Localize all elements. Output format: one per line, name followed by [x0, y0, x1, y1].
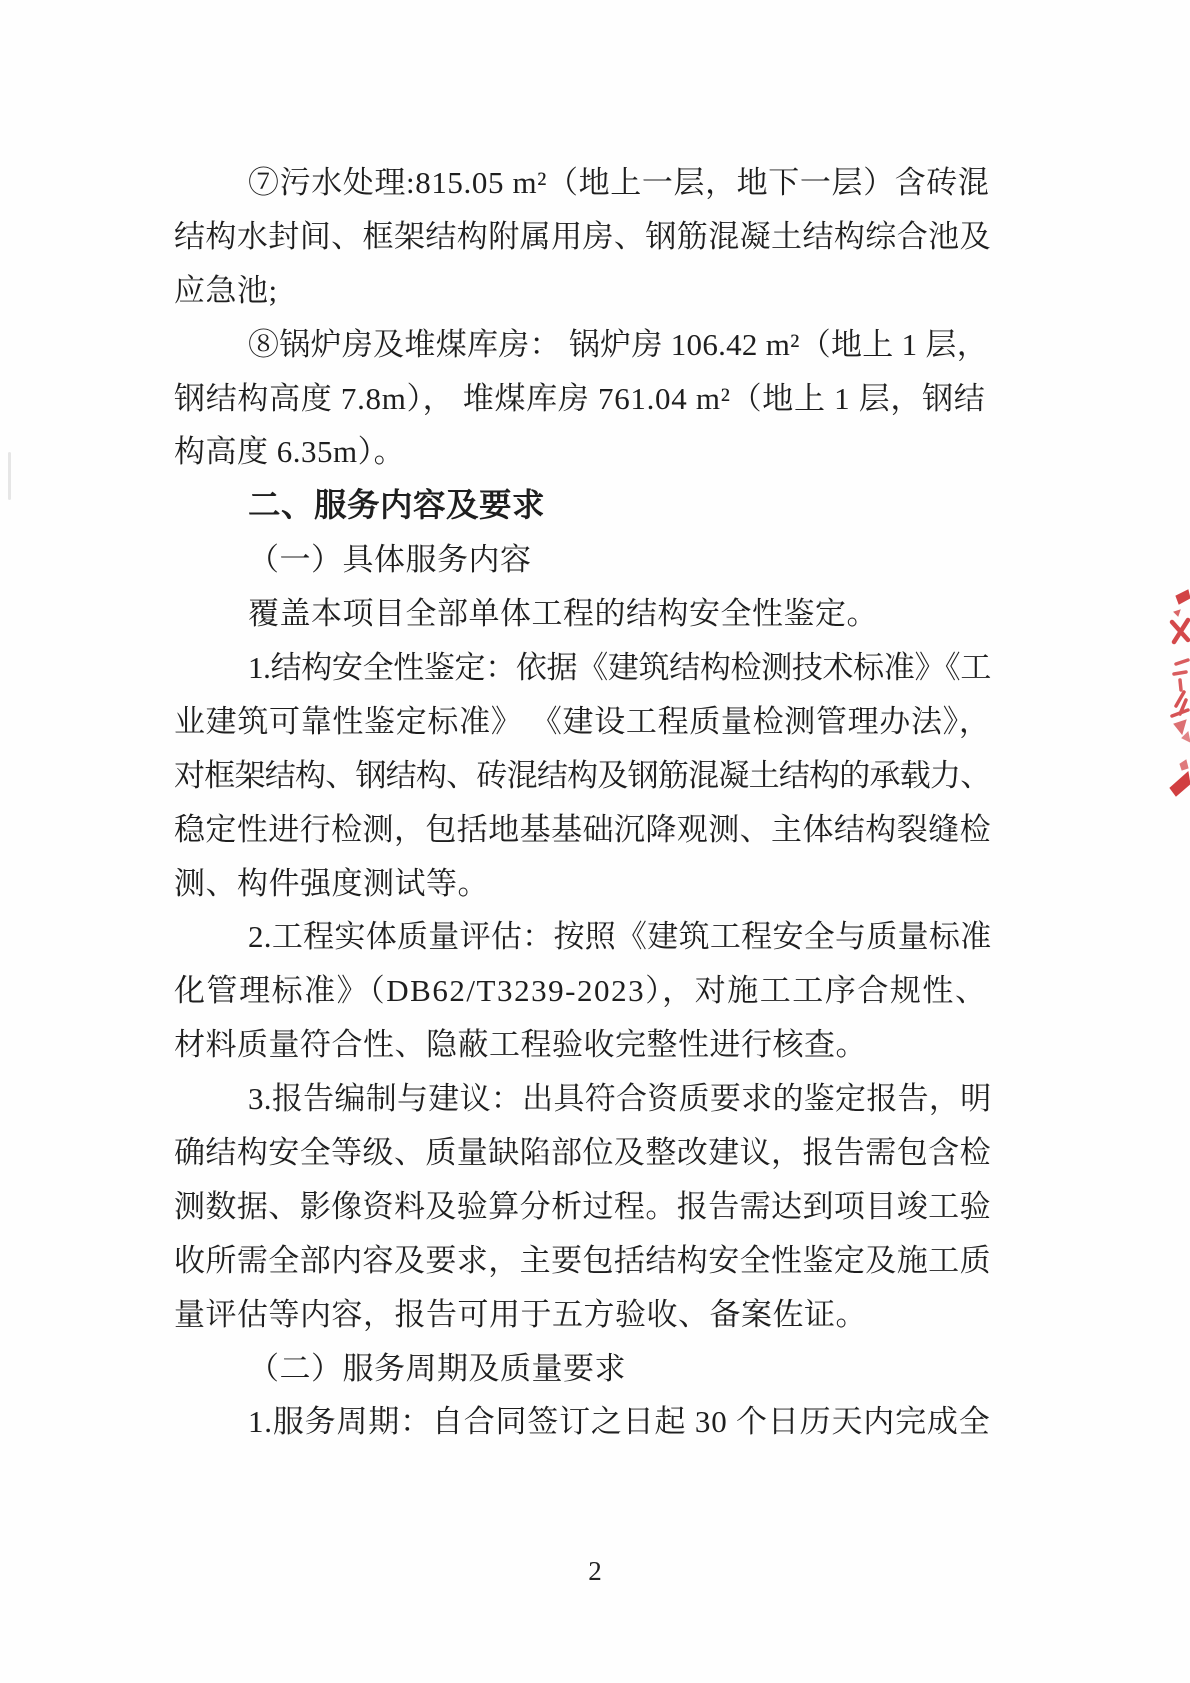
- text-line: [174, 1288, 1004, 1342]
- line-text: 确结构安全等级、质量缺陷部位及整改建议，报告需包含检: [174, 1135, 991, 1171]
- text-line: [174, 533, 1004, 587]
- line-text: 1.服务周期：自合同签订之日起 30 个日历天内完成全: [248, 1404, 991, 1440]
- line-text: 材料质量符合性、隐蔽工程验收完整性进行核查。: [174, 1027, 867, 1063]
- text-line: [174, 857, 1004, 911]
- text-line: [174, 964, 1004, 1018]
- red-stamp-fragment-icon: [1162, 588, 1190, 798]
- text-line: [174, 1342, 1004, 1396]
- text-line: [174, 156, 1004, 210]
- text-line: [174, 210, 1004, 264]
- text-line: [174, 803, 1004, 857]
- scan-artifact: [8, 452, 11, 500]
- line-text: （二）服务周期及质量要求: [248, 1350, 626, 1386]
- text-line: [174, 372, 1004, 426]
- text-line: [174, 587, 1004, 641]
- line-text: ⑧锅炉房及堆煤库房： 锅炉房 106.42 m²（地上 1 层，: [248, 326, 988, 362]
- line-text: （一）具体服务内容: [248, 542, 532, 578]
- line-text: 稳定性进行检测，包括地基基础沉降观测、主体结构裂缝检: [174, 811, 991, 847]
- line-text: 业建筑可靠性鉴定标准》 《建设工程质量检测管理办法》，: [174, 703, 991, 739]
- line-text: 收所需全部内容及要求，主要包括结构安全性鉴定及施工质: [174, 1242, 991, 1278]
- text-line: [174, 1234, 1004, 1288]
- line-text: 1.结构安全性鉴定：依据《建筑结构检测技术标准》《工: [248, 650, 991, 686]
- line-text: 结构水封间、框架结构附属用房、钢筋混凝土结构综合池及: [174, 218, 991, 254]
- line-text: 覆盖本项目全部单体工程的结构安全性鉴定。: [248, 596, 878, 632]
- line-text: 2.工程实体质量评估：按照《建筑工程安全与质量标准: [248, 919, 992, 955]
- text-line: [174, 1126, 1004, 1180]
- document-lines: [174, 156, 1004, 1449]
- line-text: 对框架结构、钢结构、砖混结构及钢筋混凝土结构的承载力、: [174, 757, 991, 793]
- line-text: 量评估等内容，报告可用于五方验收、备案佐证。: [174, 1296, 867, 1332]
- line-text: 化管理标准》（DB62/T3239-2023），对施工工序合规性、: [174, 973, 988, 1009]
- line-text: 钢结构高度 7.8m）， 堆煤库房 761.04 m²（地上 1 层，钢结: [174, 380, 986, 416]
- line-text: 测数据、影像资料及验算分析过程。报告需达到项目竣工验: [174, 1188, 991, 1224]
- line-text: 3.报告编制与建议：出具符合资质要求的鉴定报告，明: [248, 1081, 992, 1117]
- page-number: 2: [588, 1556, 602, 1586]
- text-line: [174, 1395, 1004, 1449]
- text-line: [174, 264, 1004, 318]
- text-line: [174, 318, 1004, 372]
- line-text: 应急池;: [174, 272, 278, 308]
- text-line: [174, 749, 1004, 803]
- section-heading: [174, 479, 1004, 533]
- text-line: [174, 1018, 1004, 1072]
- text-line: [174, 425, 1004, 479]
- line-text: 构高度 6.35m）。: [174, 434, 406, 470]
- text-line: [174, 1072, 1004, 1126]
- text-line: [174, 641, 1004, 695]
- text-line: [174, 1180, 1004, 1234]
- line-text: 测、构件强度测试等。: [174, 865, 489, 901]
- line-text: 二、服务内容及要求: [248, 487, 546, 524]
- line-text: ⑦污水处理:815.05 m²（地上一层，地下一层）含砖混: [248, 165, 990, 200]
- text-line: [174, 695, 1004, 749]
- text-line: [174, 910, 1004, 964]
